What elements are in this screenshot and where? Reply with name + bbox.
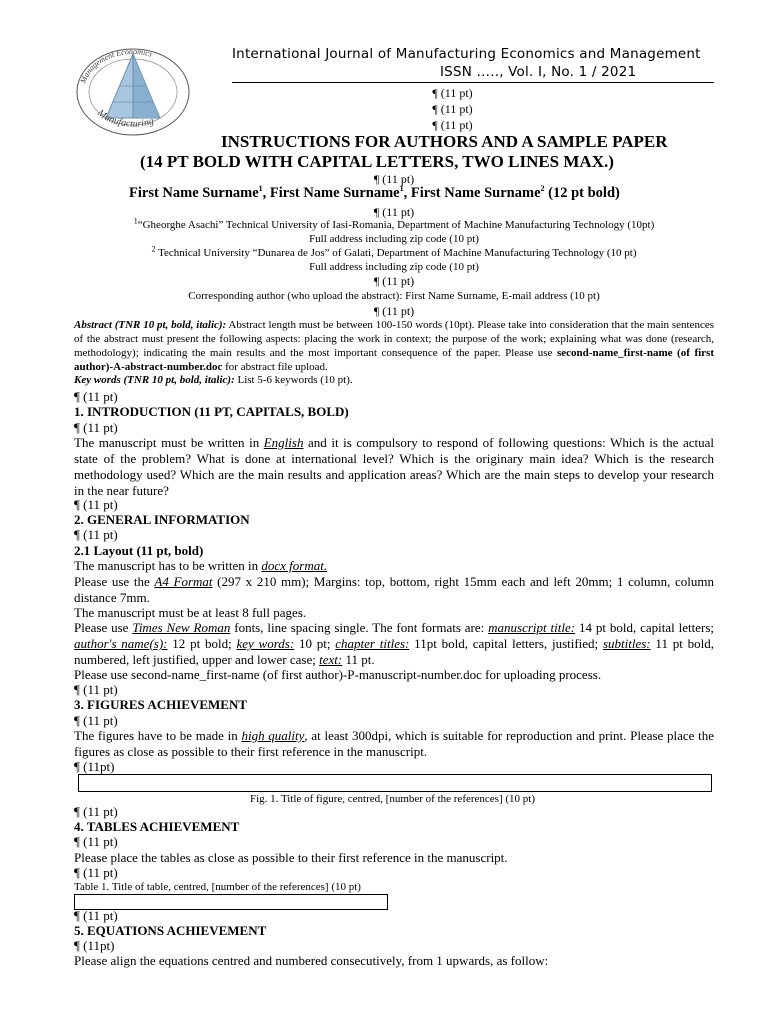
section-2-title: 2. GENERAL INFORMATION [74,512,250,527]
keywords [74,374,353,386]
section-1-title: 1. INTRODUCTION (11 PT, CAPITALS, BOLD) [74,404,349,419]
corresponding-author: Corresponding author (who upload the abstract): First Name Surname, E-mail address (10 pt) [188,290,600,302]
author-2-sup: 1 [399,184,404,194]
pilcrow: ¶ (11 pt) [74,497,118,512]
pilcrow: ¶ (11pt) [74,938,115,953]
issn-line: ISSN ….., Vol. I, No. 1 / 2021 [440,64,637,80]
section-5-paragraph: Please align the equations centred and numbered consecutively, from 1 upwards, as follow: [74,953,549,968]
pilcrow: ¶ (11 pt) [373,205,415,219]
figure-placeholder [78,774,712,792]
abstract [74,318,714,374]
english-link[interactable]: English [263,435,304,450]
subtitles-link[interactable]: subtitles: [602,636,651,651]
figure-caption: Fig. 1. Title of figure, centred, [number of the references] (10 pt) [250,793,535,805]
subsection-2-1-title: 2.1 Layout (11 pt, bold) [74,543,204,558]
chapter-titles-link[interactable]: chapter titles: [335,636,410,651]
pilcrow: ¶ (11 pt) [373,172,415,186]
paper-title-line1: INSTRUCTIONS FOR AUTHORS AND A SAMPLE PAPER [221,132,668,151]
journal-name: International Journal of Manufacturing Economics and Management [232,46,701,62]
pilcrow: ¶ (11 pt) [74,908,118,923]
logo-text-bottom: Manufacturing [95,107,156,130]
logo-text-top: Management Economics [78,46,154,85]
keywords-text: List 5-6 keywords (10 pt). [234,374,353,386]
abstract-text: Abstract length must be between 100-150 words (10pt). Please take into consideration that the main sentences of the abstract must present the following aspects: placing the work in context; the purpose of the work; explaining what was done (research, methodology); indicating the main results and the most important consequence of the paper. Please use [74,319,714,359]
pilcrow: ¶ (11 pt) [74,865,118,880]
section-4-title: 4. TABLES ACHIEVEMENT [74,819,240,834]
affiliation-2-text: Technical University “Dunarea de Jos” of Galati, Department of Machine Manufacturing Technology (10 pt) [158,247,637,259]
affiliation-1-sup: 1 [133,216,138,226]
l4-d: 12 pt bold; [167,636,237,651]
author-1: First Name Surname [129,185,259,201]
header-rule [232,82,714,83]
affiliation-2-sup: 2 [151,244,156,254]
l4-h: 11 pt. [342,652,375,667]
s3-text-a: The figures have to be made in [74,728,242,743]
table-caption: Table 1. Title of table, centred, [number of the references] (10 pt) [74,881,361,893]
layout-line-1 [74,558,327,574]
times-new-roman-link[interactable]: Times New Roman [132,620,231,635]
a4-format-link[interactable]: A4 Format [154,574,213,589]
pilcrow: ¶ (11 pt) [74,834,118,849]
pilcrow: ¶ (11pt) [74,759,115,774]
section-1-paragraph [74,435,714,499]
l4-f: 11pt bold, capital letters, justified; [409,636,603,651]
l2-text-b: (297 x 210 mm); Margins: top, bottom, right 15mm each and left 20mm; 1 column, column distance 7mm. [74,574,714,605]
affiliation-1-text: “Gheorghe Asachi” Technical University of Iasi-Romania, Department of Machine Manufacturing Technology (10pt) [137,219,655,231]
pilcrow: ¶ (11 pt) [373,304,415,318]
abstract-text-end: for abstract file upload. [222,361,328,373]
authors-note: (12 pt bold) [548,185,620,201]
author-3: First Name Surname [410,185,541,201]
pilcrow: ¶ (11 pt) [74,389,118,404]
pilcrow: ¶ (11 pt) [432,118,473,132]
pilcrow: ¶ (11 pt) [432,86,473,100]
table-placeholder [74,894,388,910]
s1-text-a: The manuscript must be written in [74,435,264,450]
l1-text: The manuscript has to be written in [74,558,262,573]
section-4-paragraph: Please place the tables as close as possible to their first reference in the manuscript. [74,850,508,865]
manuscript-title-link[interactable]: manuscript title: [488,620,576,635]
author-3-sup: 2 [540,184,545,194]
layout-line-2 [74,574,714,606]
pilcrow: ¶ (11 pt) [74,713,118,728]
l4-e: 10 pt; [294,636,336,651]
text-link[interactable]: text: [319,652,343,667]
authors-name-link[interactable]: author's name(s): [74,636,168,651]
affiliation-2 [0,244,770,259]
authors-line: First Name Surname$^1$, First Name Surname$^1$, First Name Surname$^2$ (12 pt bold) [129,184,620,201]
affiliation-1 [0,216,770,231]
layout-line-3: The manuscript must be at least 8 full pages. [74,605,307,620]
layout-line-4 [74,620,714,668]
affiliation-1-address: Full address including zip code (10 pt) [309,233,479,245]
abstract-label: Abstract (TNR 10 pt, bold, italic): [74,319,227,331]
key-words-link[interactable]: key words: [236,636,295,651]
abstract-filename: second-name_first-name (of first author)-A-abstract-number.doc [74,347,714,373]
l4-b: fonts, line spacing single. The font formats are: [230,620,489,635]
section-3-title: 3. FIGURES ACHIEVEMENT [74,697,247,712]
section-3-paragraph [74,728,714,760]
pilcrow: ¶ (11 pt) [74,804,118,819]
author-2: First Name Surname [269,185,400,201]
l4-g: 11 pt bold, numbered, left justified, upper and lower case; [74,636,714,667]
keywords-label: Key words (TNR 10 pt, bold, italic): [74,374,235,386]
s3-text-b: , at least 300dpi, which is suitable for reproduction and print. Please place the figures as close as possible to their first reference in the manuscript. [74,728,715,759]
layout-line-5: Please use second-name_first-name (of first author)-P-manuscript-number.doc for uploading process. [74,667,602,682]
author-1-sup: 1 [258,184,263,194]
l2-text-a: Please use the [74,574,155,589]
pilcrow: ¶ (11 pt) [432,102,473,116]
section-5-title: 5. EQUATIONS ACHIEVEMENT [74,923,267,938]
l4-a: Please use [74,620,133,635]
pilcrow: ¶ (11 pt) [74,527,118,542]
docx-format-link[interactable]: docx format. [261,558,328,573]
l4-c: 14 pt bold, capital letters; [575,620,714,635]
affiliation-2-address: Full address including zip code (10 pt) [309,261,479,273]
pilcrow: ¶ (11 pt) [74,682,118,697]
high-quality-link[interactable]: high quality [241,728,305,743]
pilcrow: ¶ (11 pt) [74,420,118,435]
pilcrow: ¶ (11 pt) [373,274,415,288]
s1-text-b: and it is compulsory to respond of following questions: Which is the actual state of the problem? What is done at international level? Which is the originary main idea? Which is the research methodology used? Which are the main results and application areas? Which are the main steps to develop your research in the near future? [74,435,714,498]
paper-title-line2: (14 PT BOLD WITH CAPITAL LETTERS, TWO LINES MAX.) [140,152,614,171]
